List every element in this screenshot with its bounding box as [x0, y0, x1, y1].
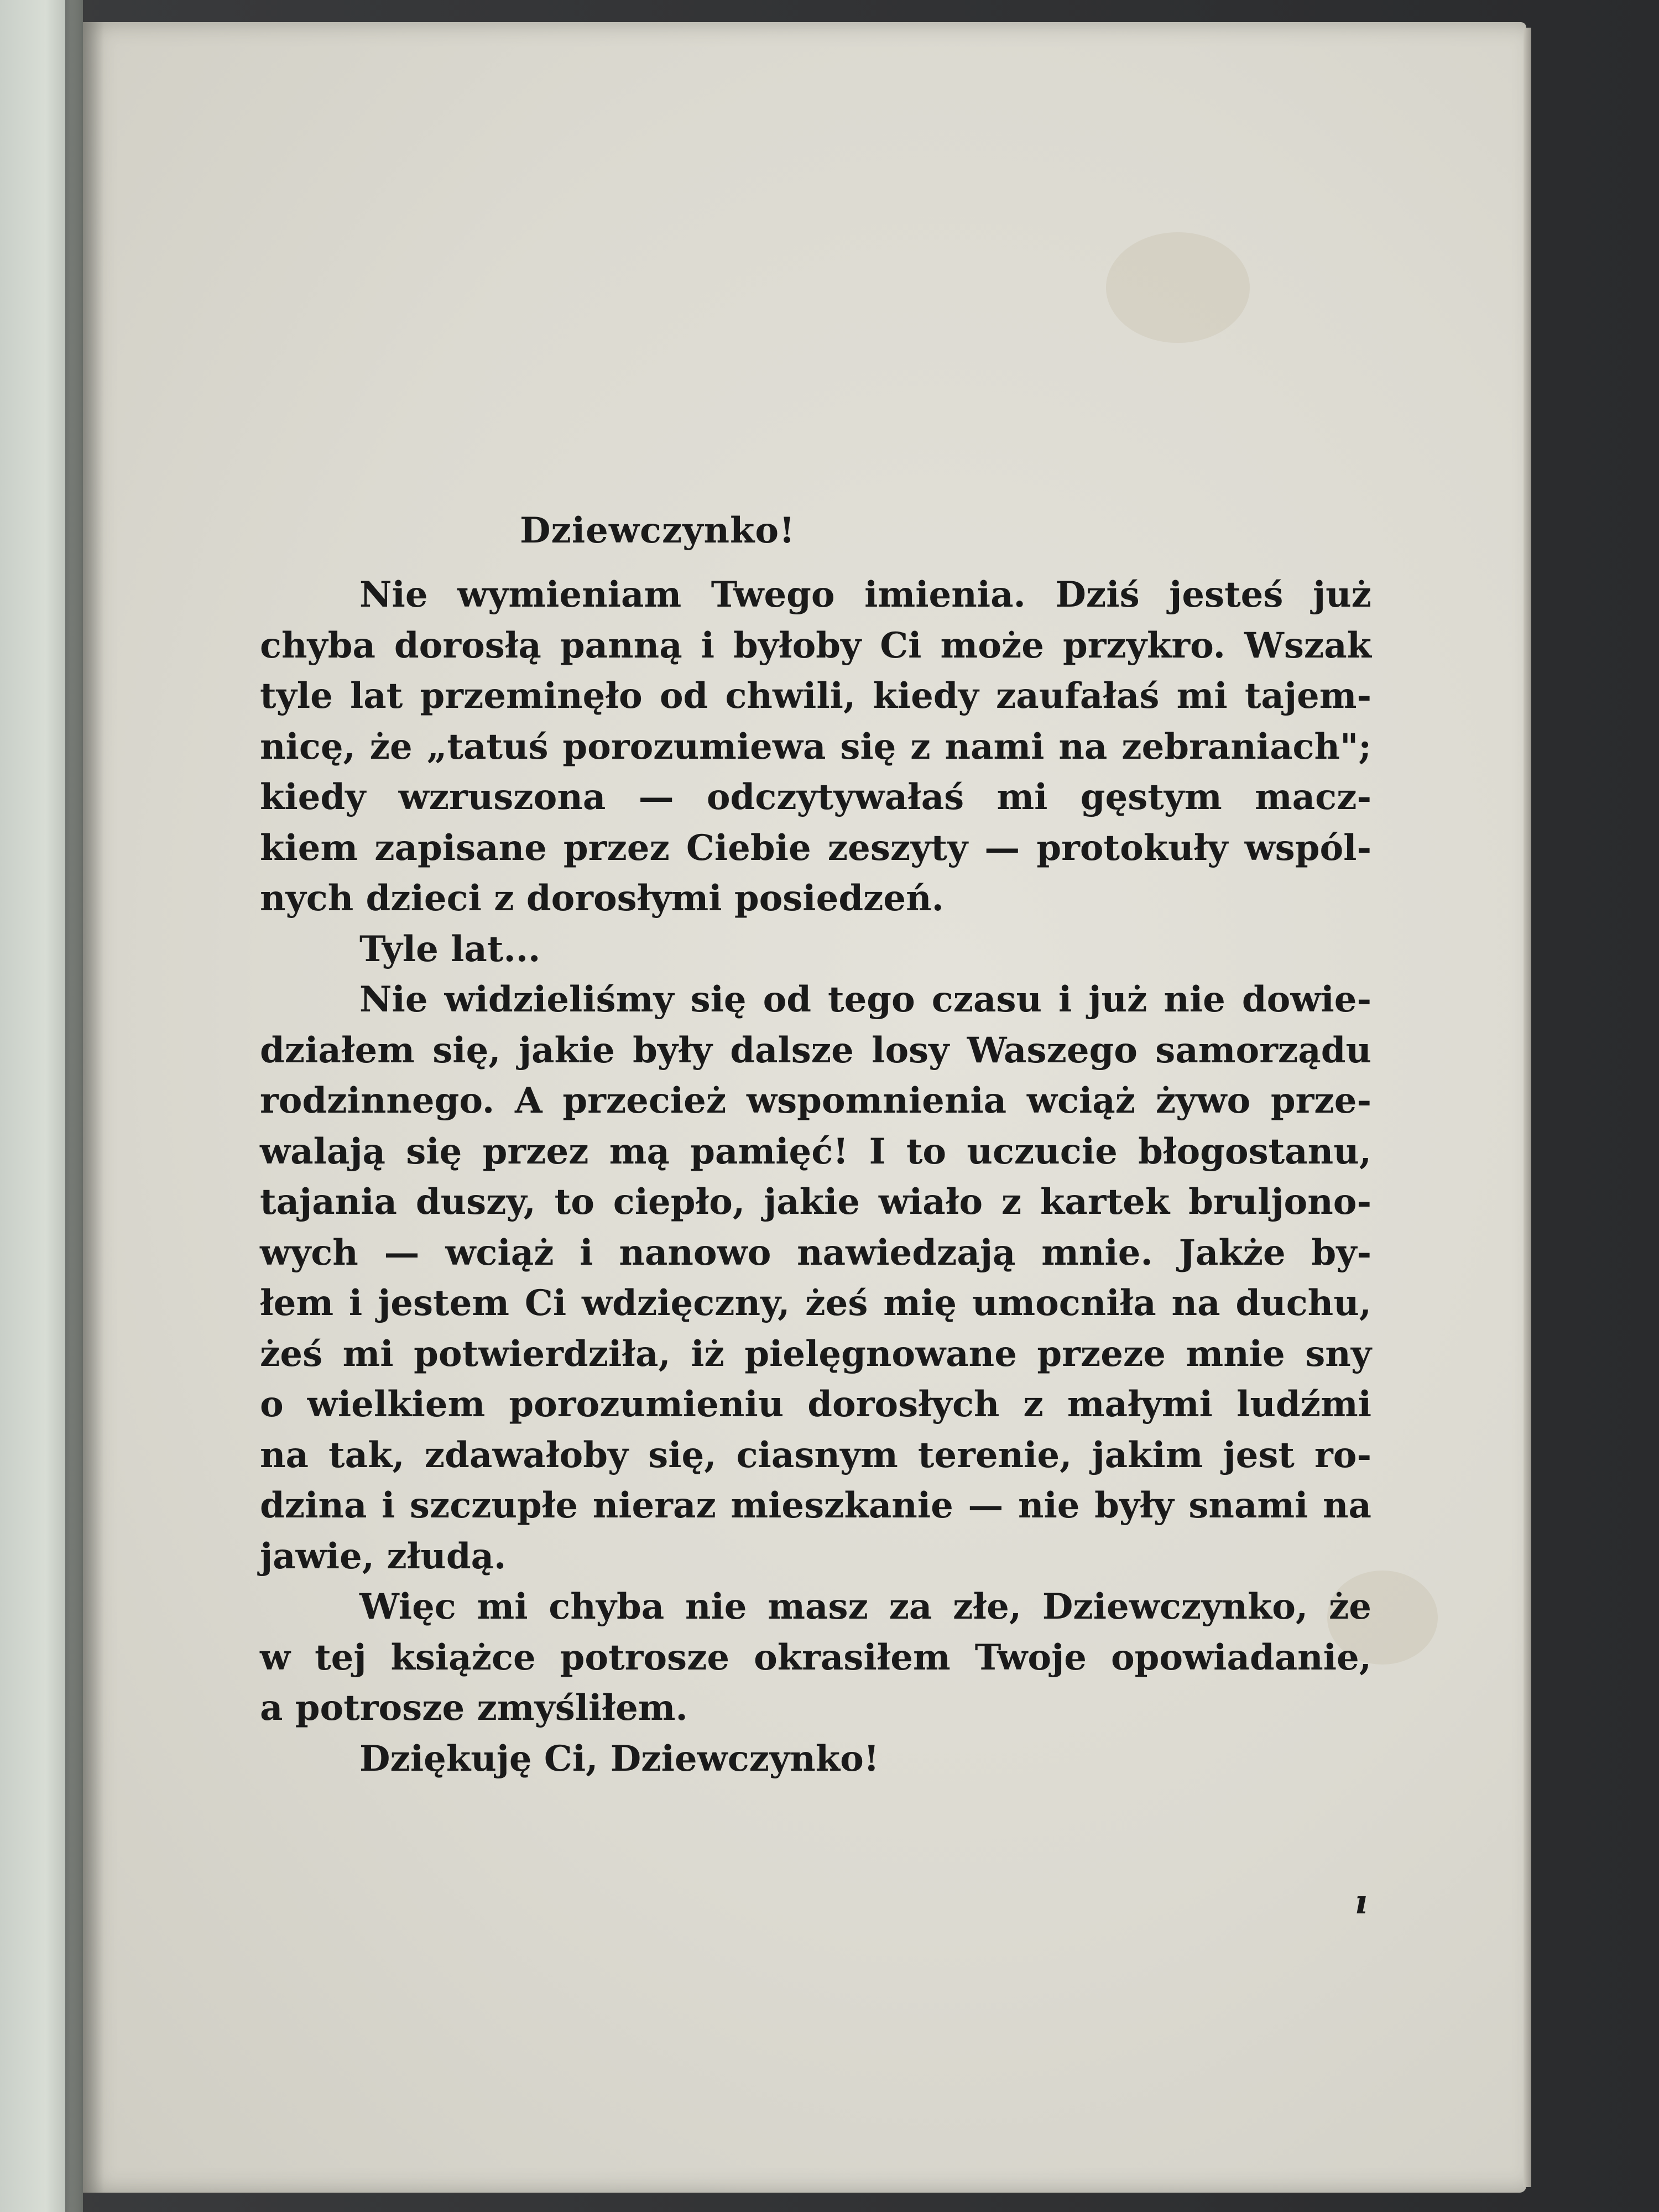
paper-stain — [1106, 232, 1250, 343]
text-line: Nie wymieniam Twego imienia. Dziś jesteś już — [359, 574, 1371, 615]
text-line: w tej książce potrosze okrasiłem Twoje opowiadanie, — [260, 1636, 1371, 1678]
text-line: kiedy wzruszona — odczytywałaś mi gęstym macz- — [260, 776, 1371, 818]
body-text — [260, 509, 1371, 1784]
paragraph-lines — [260, 570, 1371, 1784]
text-line: Dziękuję Ci, Dziewczynko! — [359, 1738, 879, 1780]
text-line: a potrosze zmyśliłem. — [260, 1687, 688, 1729]
text-line: nych dzieci z dorosłymi posiedzeń. — [260, 878, 944, 919]
text-line: żeś mi potwierdziła, iż pielęgnowane przeze mnie sny — [260, 1333, 1371, 1375]
text-line: Tyle lat... — [359, 928, 541, 970]
text-line: tajania duszy, to ciepło, jakie wiało z kartek bruljono- — [260, 1181, 1371, 1223]
salutation: Dziewczynko! — [520, 510, 796, 551]
text-line: na tak, zdawałoby się, ciasnym terenie, jakim jest ro- — [260, 1434, 1371, 1476]
text-line: chyba dorosłą panną i byłoby Ci może przykro. Wszak — [260, 624, 1371, 666]
text-line: łem i jestem Ci wdzięczny, żeś mię umocniła na duchu, — [260, 1282, 1371, 1324]
text-line: jawie, złudą. — [260, 1535, 507, 1577]
text-line: nicę, że „tatuś porozumiewa się z nami na zebraniach"; — [260, 726, 1371, 768]
text-line: dzina i szczupłe nieraz mieszkanie — nie były snami na — [260, 1485, 1371, 1526]
text-line: wych — wciąż i nanowo nawiedzają mnie. Jakże by- — [260, 1232, 1371, 1274]
text-line: Więc mi chyba nie masz za złe, Dziewczynko, że — [359, 1586, 1371, 1627]
page-mark: ı — [1355, 1883, 1368, 1922]
text-line: tyle lat przeminęło od chwili, kiedy zaufałaś mi tajem- — [260, 675, 1371, 717]
text-line: kiem zapisane przez Ciebie zeszyty — protokuły wspól- — [260, 827, 1371, 869]
book-gutter-shadow — [65, 0, 104, 2212]
text-line: Nie widzieliśmy się od tego czasu i już nie dowie- — [359, 979, 1371, 1020]
text-line: o wielkiem porozumieniu dorosłych z małymi ludźmi — [260, 1384, 1371, 1425]
text-line: walają się przez mą pamięć! I to uczucie błogostanu, — [260, 1130, 1371, 1172]
text-line: rodzinnego. A przecież wspomnienia wciąż żywo prze- — [260, 1080, 1371, 1121]
page-right-edge — [1524, 28, 1531, 2187]
text-line: działem się, jakie były dalsze losy Waszego samorządu — [260, 1029, 1371, 1071]
